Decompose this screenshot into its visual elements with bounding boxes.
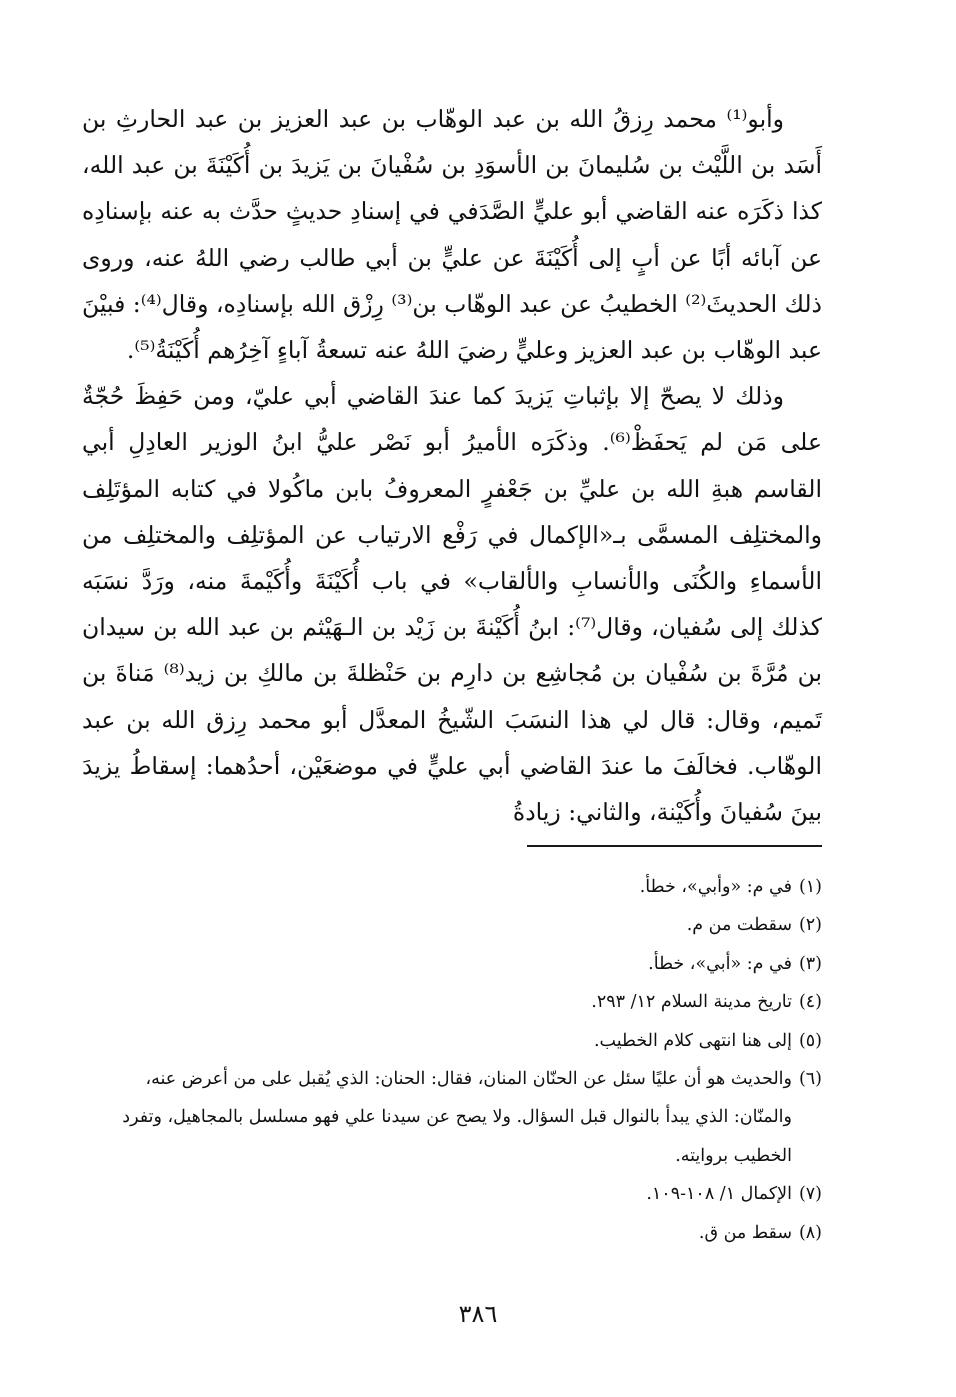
footnote-4: [82, 983, 822, 1021]
footnote-text: سقطت من م.: [686, 915, 792, 936]
footnote-text: الإكمال ١/ ١٠٨-١٠٩.: [646, 1184, 792, 1205]
footnote-separator: [527, 845, 822, 847]
footnote-number: (٣): [798, 953, 822, 974]
footnote-1: [82, 868, 822, 906]
footnote-text: في م: «أبي»، خطأ.: [648, 953, 792, 974]
footnote-number: (٦): [798, 1069, 822, 1090]
footnote-text: سقط من ق.: [698, 1222, 792, 1243]
footnote-2: [82, 906, 822, 944]
footnote-number: (١): [798, 877, 822, 897]
footnote-number: (٧): [798, 1184, 822, 1205]
footnote-text: والحديث هو أن عليًا سئل عن الحنّان المنان، فقال: الحنان: الذي يُقبل على من أعرض عنه، والمنّان: الذي يبدأ بالنوال قبل السؤال. ولا يصح عن سيدنا علي فهو مسلسل بالمجاهيل، وتفرد الخطيب بروايته.: [122, 1069, 792, 1166]
footnote-number: (٥): [798, 1030, 822, 1051]
footnote-number: (٨): [798, 1222, 822, 1243]
footnote-text: إلى هنا انتهى كلام الخطيب.: [593, 1030, 792, 1051]
footnotes: [82, 868, 822, 1252]
footnote-3: [82, 945, 822, 983]
footnote-6: [82, 1060, 822, 1175]
footnote-number: (٢): [798, 915, 822, 936]
paragraph-1: وأبو⁽¹⁾ محمد رِزقُ الله بن عبد الوهّاب بن عبد العزيز بن عبد الحارثِ بن أَسَد بن اللَّيْث بن سُليمانَ بن الأسوَدِ بن سُفْيانَ بن يَزيدَ بن أُكَيْنَةَ بن عبد الله، كذا ذكَرَه عنه القاضي أبو عليٍّ الصَّدَفي في إسنادِ حديثٍ حدَّث به عنه بإسنادِه عن آبائه أبًا عن أبٍ إلى أُكَيْنَةَ عن عليٍّ بن أبي طالب رضي اللهُ عنه، وروى ذلك الحديثَ⁽²⁾ الخطيبُ عن عبد الوهّاب بن⁽³⁾ رِزْق الله بإسنادِه، وقال⁽⁴⁾: فبيْنَ عبد الوهّاب بن عبد العزيز وعليٍّ رضيَ اللهُ عنه تسعةُ آباءٍ آخِرُهم أُكَيْنَةُ⁽⁵⁾.: [82, 105, 823, 365]
main-text: [82, 96, 822, 835]
page-number: ٣٨٦: [458, 1300, 498, 1328]
footnote-number: (٤): [798, 992, 822, 1013]
footnote-8: [82, 1214, 822, 1252]
footnote-text: تاريخ مدينة السلام ١٢/ ٢٩٣.: [591, 992, 792, 1013]
footnote-5: [82, 1022, 822, 1060]
footnote-text: في م: «وأبي»، خطأ.: [639, 877, 792, 897]
paragraph-2: وذلك لا يصحّ إلا بإثباتِ يَزيدَ كما عندَ القاضي أبي عليّ، ومن حَفِظَ حُجّةٌ على مَن لم يَحفَظْ⁽⁶⁾. وذكَرَه الأميرُ أبو نَصْر عليُّ ابنُ الوزير العادِلِ أبي القاسم هبةِ الله بن عليِّ بن جَعْفرٍ المعروفُ بابن ماكُولا في كتابه المؤتَلِف والمختلِف المسمَّى بـ«الإكمال في رَفْع الارتياب عن المؤتلِف والمختلِف من الأسماءِ والكُنَى والأنسابِ والألقاب» في باب أُكَيْنَةَ وأُكَيْمةَ منه، ورَدَّ نسَبَه كذلك إلى سُفيان، وقال⁽⁷⁾: ابنُ أُكَيْنةَ بن زَيْد بن الـهَيْثم بن عبد الله بن سيدان بن مُرَّةَ بن سُفْيان بن مُجاشِع بن دارِم بن حَنْظلةَ بن مالكِ بن زيد⁽⁸⁾ مَناةَ بن تَميم، وقال: قال لي هذا النسَبَ الشّيخُ المعدَّل أبو محمد رِزق الله بن عبد الوهّاب. فخالَفَ ما عندَ القاضي أبي عليٍّ في موضعَيْن، أحدُهما: إسقاطُ يزيدَ بينَ سُفيانَ وأُكَيْنة، والثاني: زيادةُ: [82, 382, 822, 827]
footnote-7: [82, 1175, 822, 1213]
